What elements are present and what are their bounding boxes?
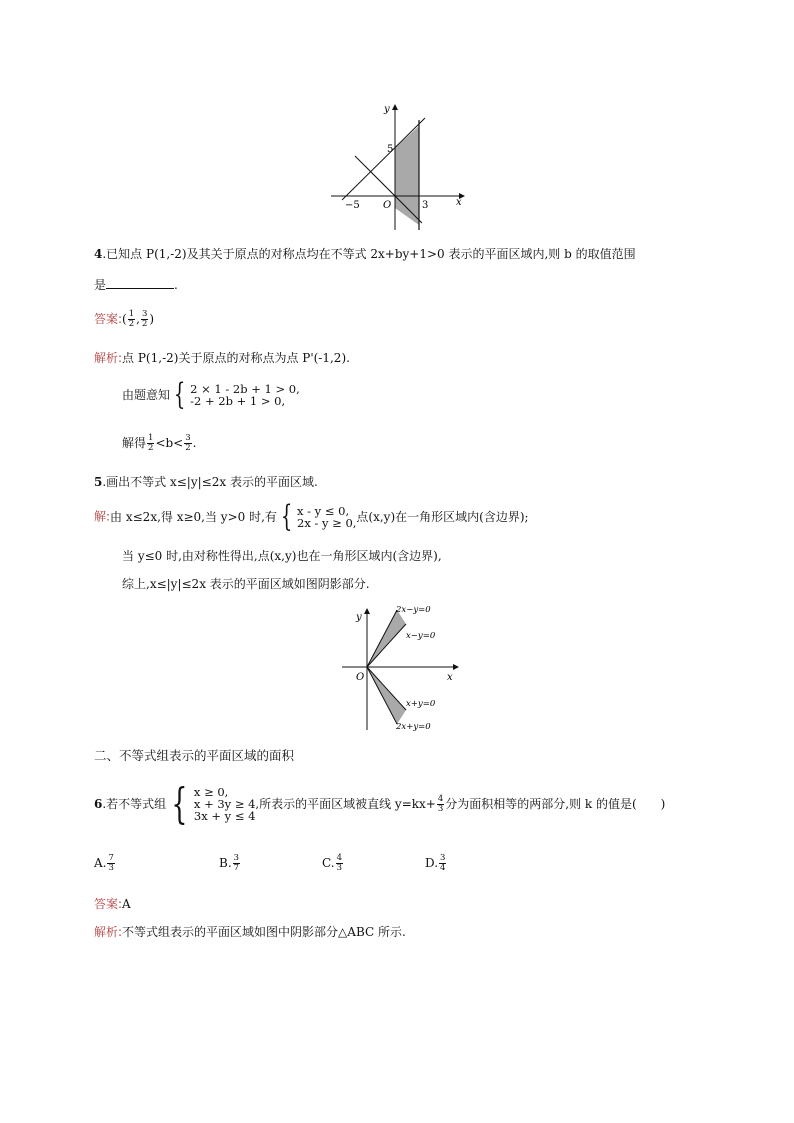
fig2-x-label: x	[447, 672, 453, 683]
q6-stem-fraction: $\frac{4}{3}$	[437, 793, 444, 814]
q6-option-d[interactable]	[425, 854, 447, 873]
fig1-tick-5: 5	[387, 144, 394, 155]
section-2-heading	[94, 748, 294, 764]
q5-stem	[94, 474, 318, 490]
q6-sys-eq1: x ≥ 0,	[193, 785, 229, 799]
q6-answer-value: A	[122, 897, 131, 911]
label-2x-minus-y: 2x−y=0	[396, 605, 431, 615]
q4-number: 4	[94, 247, 103, 261]
q6-stem-prefix: .若不等式组	[102, 797, 167, 811]
q4-analysis-line1	[94, 350, 350, 366]
label-x-minus-y: x−y=0	[406, 631, 436, 641]
q6-option-b-value: $\frac{3}{7}$	[233, 853, 240, 873]
q4-answer-frac2: $\frac{3}{2}$	[141, 309, 148, 329]
fig2-y-label: y	[356, 612, 362, 623]
q4-analysis-line2	[122, 377, 300, 412]
q6-number: 6	[94, 797, 103, 811]
fig1-origin-label: O	[383, 200, 392, 211]
q4-answer-frac1: $\frac{1}{2}$	[128, 309, 135, 329]
fig2-origin-label: O	[356, 672, 365, 683]
fig1-y-label: y	[384, 104, 390, 115]
q6-stem	[94, 779, 666, 828]
q5-sol-text-b: 点(x,y)在一角形区域内(含边界);	[356, 510, 529, 524]
fig1-x-label: x	[456, 197, 462, 208]
q5-solution-line1	[94, 499, 529, 534]
q4-analysis-prefix: 由题意知	[122, 388, 171, 402]
q4-answer	[94, 310, 154, 329]
q4-stem-prefix: 是	[94, 278, 107, 292]
q5-sys-eq2: 2x - y ≥ 0,	[297, 516, 357, 530]
q5-solution-line3	[122, 576, 370, 592]
q6-answer	[94, 896, 131, 912]
fig1-tick-neg5: −5	[345, 200, 360, 211]
q6-sys-eq2: x + 3y ≥ 4,	[193, 797, 260, 811]
q5-sys-eq1: x - y ≤ 0,	[297, 504, 350, 518]
q4-stem-text: .已知点 P(1,-2)及其关于原点的对称点均在不等式 2x+by+1>0 表示的平面区域内,则 b 的取值范围	[102, 247, 636, 261]
q6-stem-mid: 所表示的平面区域被直线 y=kx+	[259, 797, 436, 811]
q6-option-a[interactable]	[94, 854, 116, 873]
q5-number: 5	[94, 475, 103, 489]
q6-option-d-letter: D.	[425, 856, 439, 870]
q6-system: { x ≥ 0, x + 3y ≥ 4, 3x + y ≤ 4	[171, 779, 260, 828]
q4-stem-suffix: .	[174, 278, 178, 292]
q4-result-mid: <b<	[155, 436, 184, 450]
q4-stem-line2	[94, 276, 178, 293]
q4-answer-label: 答案:	[94, 312, 123, 326]
q4-sys-eq2: -2 + 2b + 1 > 0,	[190, 394, 286, 408]
shaded-region	[395, 126, 419, 225]
q6-analysis-text: 不等式组表示的平面区域如图中阴影部分△ABC 所示.	[122, 925, 406, 939]
shaded-region-lower	[367, 667, 406, 724]
q4-answer-blank	[106, 276, 174, 289]
q6-analysis-label: 解析:	[94, 925, 123, 939]
q5-solution-line2	[122, 548, 442, 564]
q5-sol-text-a: 由 x≤2x,得 x≥0,当 y>0 时,有	[110, 510, 277, 524]
label-2x-plus-y: 2x+y=0	[396, 722, 431, 732]
q4-analysis-system: { 2 × 1 - 2b + 1 > 0, -2 + 2b + 1 > 0,	[173, 377, 300, 412]
q4-analysis-label: 解析:	[94, 351, 123, 365]
q5-sol-line2-text: 当 y≤0 时,由对称性得出,点(x,y)也在一角形区域内(含边界),	[122, 549, 442, 563]
q4-analysis-text: 点 P(1,-2)关于原点的对称点为点 P'(-1,2).	[122, 351, 350, 365]
y-axis-arrow	[364, 608, 370, 614]
q4-analysis-line3	[122, 434, 196, 453]
q4-sys-eq1: 2 × 1 - 2b + 1 > 0,	[190, 382, 300, 396]
q6-option-c-value: $\frac{4}{3}$	[336, 853, 342, 873]
figure-2-region-graph	[336, 600, 466, 736]
q6-option-b-letter: B.	[219, 856, 232, 870]
q4-result-end: .	[192, 436, 197, 450]
q6-option-a-letter: A.	[94, 856, 107, 870]
q6-option-d-value: $\frac{3}{4}$	[440, 853, 446, 873]
q4-result-prefix: 解得	[122, 436, 147, 450]
label-x-plus-y: x+y=0	[406, 699, 436, 709]
x-axis-arrow	[453, 664, 459, 670]
y-axis-arrow	[392, 104, 398, 110]
section-2-heading-text: 二、不等式组表示的平面区域的面积	[94, 748, 295, 763]
fig1-tick-3: 3	[422, 200, 429, 211]
q6-option-c[interactable]	[322, 854, 344, 873]
q5-sol-line3-text: 综上,x≤|y|≤2x 表示的平面区域如图阴影部分.	[122, 577, 370, 591]
q5-solution-label: 解:	[94, 509, 111, 524]
q6-stem-suffix: 分为面积相等的两部分,则 k 的值是( )	[445, 797, 666, 811]
q6-option-a-value: $\frac{7}{3}$	[108, 853, 114, 873]
q6-option-c-letter: C.	[322, 856, 335, 870]
q4-stem-line1	[94, 246, 636, 262]
q6-sys-eq3: 3x + y ≤ 4	[193, 809, 256, 823]
q6-answer-label: 答案:	[94, 897, 123, 911]
q4-result-frac2: $\frac{3}{2}$	[185, 433, 191, 453]
q4-answer-close: )	[149, 312, 155, 326]
q4-answer-open: (	[122, 312, 127, 326]
q5-stem-text: .画出不等式 x≤|y|≤2x 表示的平面区域.	[102, 475, 318, 489]
q5-sol-system: { x - y ≤ 0, 2x - y ≥ 0,	[280, 499, 357, 534]
q6-option-b[interactable]	[219, 854, 241, 873]
figure-1-region-graph	[325, 98, 470, 234]
q4-answer-sep: ,	[136, 312, 140, 326]
q4-result-frac1: $\frac{1}{2}$	[148, 433, 154, 453]
q6-analysis	[94, 924, 406, 940]
shaded-region-upper	[367, 610, 406, 667]
